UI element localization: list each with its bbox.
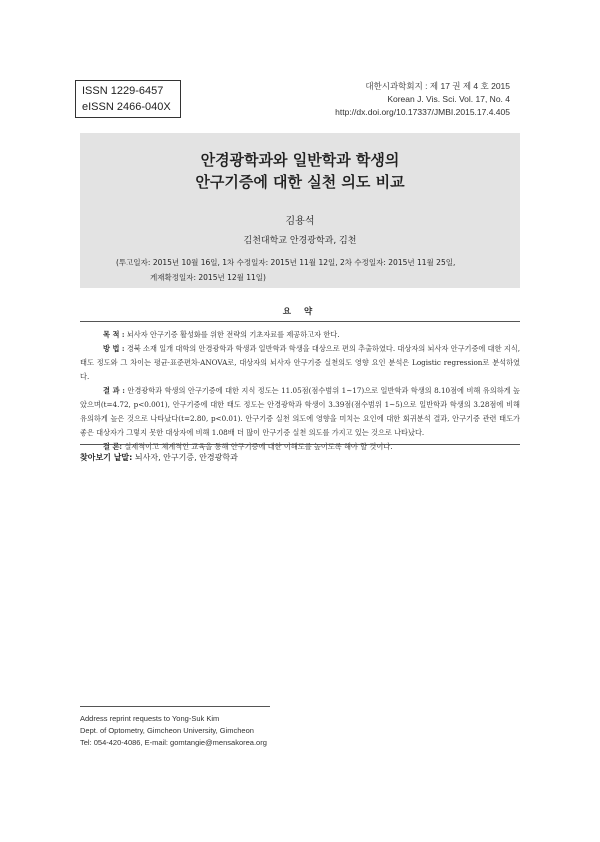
issn-print: ISSN 1229-6457: [82, 85, 164, 97]
submission-dates: [116, 255, 506, 285]
methods-label: 방 법 :: [103, 344, 125, 353]
journal-korean: 대한시과학회지 : 제 17 권 제 4 호 2015: [365, 81, 510, 91]
keywords: [80, 452, 520, 463]
title-line-2: 안구기증에 대한 실천 의도 비교: [195, 173, 405, 191]
abstract-bottom-rule: [80, 444, 520, 445]
results-text: 안경광학과 학생의 안구기증에 대한 지식 정도는 11.05점(점수범위 1~17)으로 일반학과 학생의 8.10점에 비해 유의하게 높았으며(t=4.72, p<0.001), 안구기증에 대한 태도 정도는 안경광학과 학생이 3.39점(점수범위 1~5)으로 일반학과 학생의 3.28점에 비해 유의하게 높은 것으로 나타났다(t=2.80, p<0.01). 안구기증 실천 의도에 영향을 미치는 요인에 대한 회귀분석 결과, 안구기증 관련 태도가 좋은 대상자가 그렇지 못한 대상자에 비해 1.08배 더 많이 안구기증 실천 의도를 가지고 있는 것으로 나타났다.: [80, 386, 520, 437]
abstract-purpose: [80, 328, 520, 342]
title-line-1: 안경광학과와 일반학과 학생의: [200, 151, 400, 169]
journal-english: Korean J. Vis. Sci. Vol. 17, No. 4: [387, 94, 510, 104]
footnote-line-2: Dept. of Optometry, Gimcheon University, Gimcheon: [80, 726, 254, 735]
results-label: 결 과 :: [103, 386, 125, 395]
dates-line-1: (투고일자: 2015년 10월 16일, 1차 수정일자: 2015년 11월 12일, 2차 수정일자: 2015년 11월 25일,: [116, 258, 456, 267]
footnote-line-3: Tel: 054-420-4086, E-mail: gomtangie@mensakorea.org: [80, 738, 267, 747]
keywords-label: 찾아보기 낱말:: [80, 453, 133, 462]
paper-title: [80, 149, 520, 193]
abstract-results: [80, 384, 520, 440]
summary-top-rule: [80, 321, 520, 322]
issn-box: [75, 80, 181, 118]
title-band: [80, 133, 520, 288]
purpose-text: 뇌사자 안구기증 활성화를 위한 전략의 기초자료를 제공하고자 한다.: [126, 330, 340, 339]
keywords-text: 뇌사자, 안구기증, 안경광학과: [134, 453, 238, 462]
issn-online: eISSN 2466-040X: [82, 101, 171, 113]
journal-doi[interactable]: http://dx.doi.org/10.17337/JMBI.2015.17.4.405: [335, 107, 510, 117]
footnote-line-1: Address reprint requests to Yong-Suk Kim: [80, 714, 220, 723]
conclusion-text: 실제적이고 체계적인 교육을 통해 안구기증에 대한 이해도를 높이도록 해야 할 것이다.: [124, 442, 393, 451]
abstract: [80, 328, 520, 454]
abstract-methods: [80, 342, 520, 384]
correspondence-footnote: [80, 713, 380, 749]
journal-info: [335, 80, 510, 119]
author-affiliation: 김천대학교 안경광학과, 김천: [243, 236, 357, 246]
conclusion-label: 결 론:: [103, 442, 123, 451]
footnote-rule: [80, 706, 270, 707]
methods-text: 경북 소재 일개 대학의 안경광학과 학생과 일반학과 학생을 대상으로 편의 추출하였다. 대상자의 뇌사자 안구기증에 대한 지식, 태도 정도와 그 차이는 평균·표준편차·ANOVA로, 대상자의 뇌사자 안구기증 실천의도 영향 요인 분석은 Logistic regression로 분석하였다.: [80, 344, 520, 381]
purpose-label: 목 적 :: [103, 330, 125, 339]
author-name: 김용석: [285, 216, 315, 227]
dates-line-2: 게재확정일자: 2015년 12월 11일): [150, 273, 266, 282]
summary-heading: 요 약: [282, 307, 318, 317]
